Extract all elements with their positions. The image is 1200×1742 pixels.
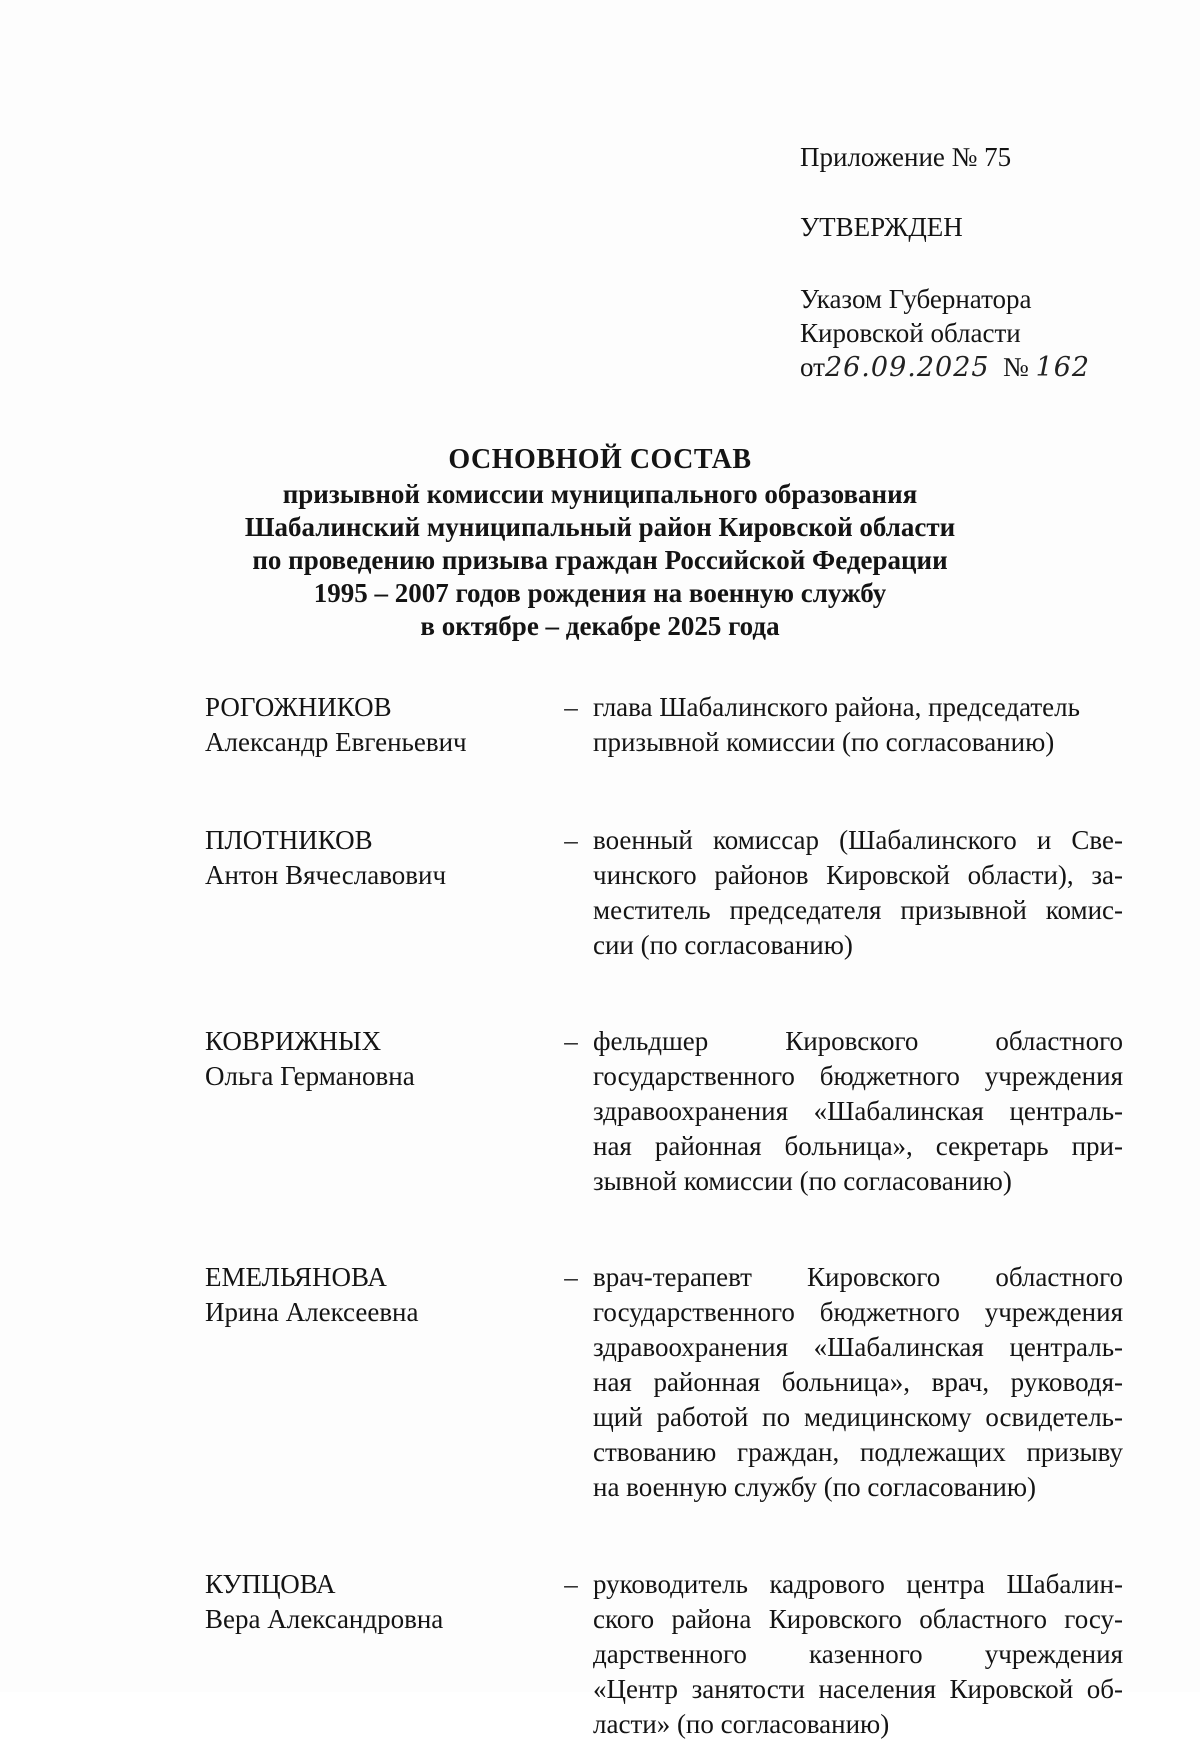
date-prefix: от xyxy=(800,352,825,382)
role-line: государственного бюджетного учреждения xyxy=(593,1061,1123,1091)
member-name xyxy=(205,1260,555,1505)
member-surname: РОГОЖНИКОВ xyxy=(205,692,392,722)
approval-block xyxy=(800,140,1140,385)
member-given-name: Антон Вячеславович xyxy=(205,860,447,890)
member-role xyxy=(587,1024,1123,1199)
member-name xyxy=(205,1567,555,1742)
appendix-number: Приложение № 75 xyxy=(800,142,1012,172)
member-role xyxy=(587,823,1123,963)
role-line: зывной комиссии (по согласованию) xyxy=(593,1166,1012,1196)
member-name xyxy=(205,690,555,760)
role-line: ствованию граждан, подлежащих призыву xyxy=(593,1437,1123,1467)
role-line: ная районная больница», врач, руководя- xyxy=(593,1367,1123,1397)
title-line: в октябре – декабре 2025 года xyxy=(420,611,780,641)
handwritten-date: 26.09.2025 xyxy=(824,352,990,383)
member-surname: ЕМЕЛЬЯНОВА xyxy=(205,1262,387,1292)
role-line: «Центр занятости населения Кировской об- xyxy=(593,1674,1123,1704)
title-line: по проведению призыва граждан Российской Федерации xyxy=(252,545,948,575)
decree-line-2: Кировской области xyxy=(800,318,1021,348)
document-title xyxy=(0,442,1200,643)
title-main: ОСНОВНОЙ СОСТАВ xyxy=(448,444,752,475)
approved-label: УТВЕРЖДЕН xyxy=(800,212,963,242)
role-line: на военную службу (по согласованию) xyxy=(593,1472,1036,1502)
member-given-name: Ольга Германовна xyxy=(205,1061,415,1091)
title-line: Шабалинский муниципальный район Кировской области xyxy=(244,512,956,542)
member-surname: ПЛОТНИКОВ xyxy=(205,825,373,855)
role-line: дарственного казенного учреждения xyxy=(593,1639,1123,1669)
dash-separator: – xyxy=(564,1262,578,1292)
role-line: глава Шабалинского района, председатель xyxy=(593,692,1080,722)
role-line: государственного бюджетного учреждения xyxy=(593,1297,1123,1327)
dash-separator: – xyxy=(564,1569,578,1599)
member-entry xyxy=(205,1567,1123,1742)
member-entry xyxy=(205,823,1123,963)
member-given-name: Александр Евгеньевич xyxy=(205,727,467,757)
decree-line-1: Указом Губернатора xyxy=(800,284,1032,314)
member-entry xyxy=(205,1024,1123,1199)
role-line: здравоохранения «Шабалинская централь- xyxy=(593,1096,1123,1126)
title-line: призывной комиссии муниципального образования xyxy=(282,479,918,509)
dash-separator: – xyxy=(564,825,578,855)
role-line: щий работой по медицинскому освидетель- xyxy=(593,1402,1123,1432)
member-name xyxy=(205,823,555,963)
role-line: фельдшер Кировского областного xyxy=(593,1026,1123,1056)
member-role xyxy=(587,690,1123,760)
member-entry xyxy=(205,1260,1123,1505)
role-line: меститель председателя призывной комис- xyxy=(593,895,1123,925)
role-line: чинского районов Кировской области), за- xyxy=(593,860,1123,890)
role-line: призывной комиссии (по согласованию) xyxy=(593,727,1055,757)
member-surname: КОВРИЖНЫХ xyxy=(205,1026,382,1056)
title-line: 1995 – 2007 годов рождения на военную службу xyxy=(313,578,887,608)
member-given-name: Ирина Алексеевна xyxy=(205,1297,419,1327)
role-line: руководитель кадрового центра Шабалин- xyxy=(593,1569,1123,1599)
member-name xyxy=(205,1024,555,1199)
member-role xyxy=(587,1260,1123,1505)
handwritten-number: 162 xyxy=(1035,352,1091,383)
dash-separator: – xyxy=(564,692,578,722)
role-line: ласти» (по согласованию) xyxy=(593,1709,890,1739)
number-prefix: № xyxy=(1003,352,1029,382)
member-surname: КУПЦОВА xyxy=(205,1569,336,1599)
member-role xyxy=(587,1567,1123,1742)
dash-separator: – xyxy=(564,1026,578,1056)
role-line: ского района Кировского областного госу- xyxy=(593,1604,1123,1634)
role-line: здравоохранения «Шабалинская централь- xyxy=(593,1332,1123,1362)
decree-date-line xyxy=(800,350,1140,385)
role-line: сии (по согласованию) xyxy=(593,930,853,960)
member-given-name: Вера Александровна xyxy=(205,1604,444,1634)
member-list xyxy=(205,690,1123,1742)
role-line: военный комиссар (Шабалинского и Све- xyxy=(593,825,1123,855)
role-line: ная районная больница», секретарь при- xyxy=(593,1131,1123,1161)
role-line: врач-терапевт Кировского областного xyxy=(593,1262,1123,1292)
member-entry xyxy=(205,690,1120,760)
